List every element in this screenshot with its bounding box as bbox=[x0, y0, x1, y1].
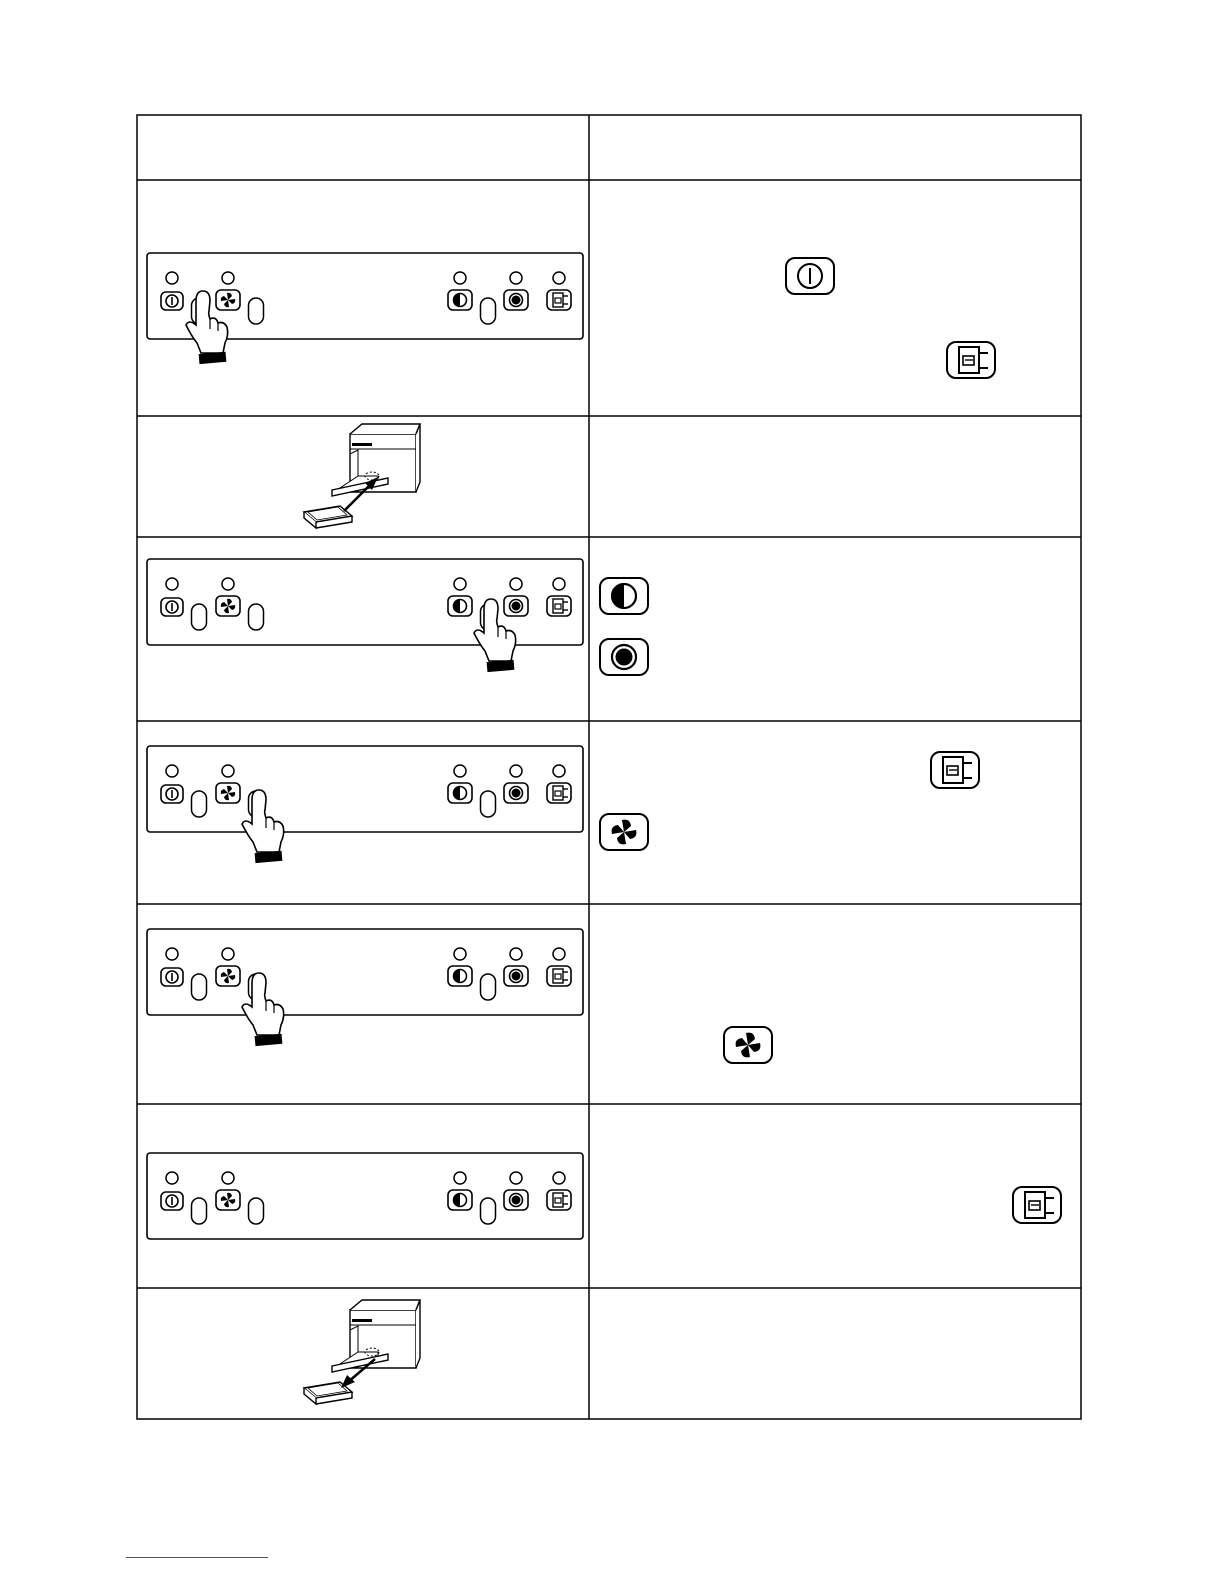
row-1-control-panel bbox=[147, 253, 583, 364]
fan-icon bbox=[724, 1027, 772, 1063]
drain-icon bbox=[947, 342, 995, 378]
fan-icon bbox=[600, 814, 648, 850]
drain-icon bbox=[1013, 1187, 1061, 1223]
row-2-machine-tray-insert bbox=[304, 424, 420, 528]
row-3-control-panel bbox=[147, 559, 583, 672]
power-icon bbox=[786, 258, 834, 294]
drain-icon bbox=[931, 752, 979, 788]
full-cycle-icon bbox=[600, 639, 648, 675]
row-7-machine-tray-remove bbox=[304, 1300, 420, 1404]
row-4-control-panel bbox=[147, 746, 583, 863]
row-6-control-panel bbox=[147, 1153, 583, 1239]
half-cycle-icon bbox=[600, 578, 648, 614]
row-5-control-panel bbox=[147, 929, 583, 1046]
footer-link-underline[interactable] bbox=[126, 1557, 268, 1558]
